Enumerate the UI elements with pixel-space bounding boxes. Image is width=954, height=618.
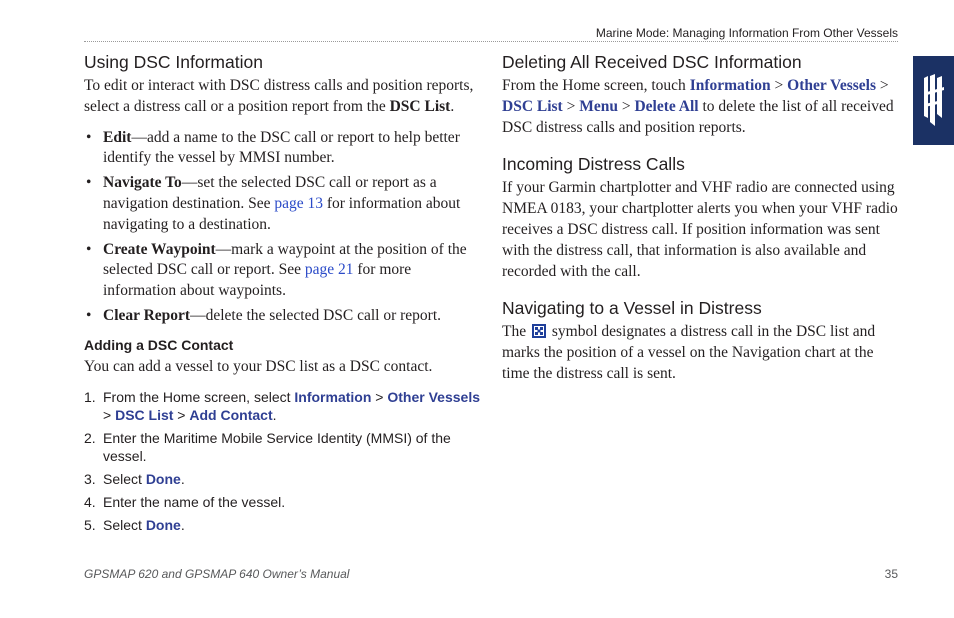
section-heading-deleting: Deleting All Received DSC Information (502, 52, 802, 72)
dsc-options-list (84, 128, 480, 327)
page-link[interactable]: page 21 (304, 261, 354, 279)
header-divider (84, 41, 898, 42)
section-heading-navigating: Navigating to a Vessel in Distress (502, 298, 762, 319)
list-item: • Create Waypoint—mark a waypoint at the position of the selected DSC call or report. See page 21 for more information about waypoints. (86, 240, 467, 300)
incoming-paragraph: If your Garmin chartplotter and VHF radio are connected using NMEA 0183, your chartplotter alerts you when your VHF radio receives a DSC distress call. If position information was sent with the distress call, that information is also available and recorded with the call. (502, 179, 898, 280)
section-heading-using-dsc: Using DSC Information (84, 52, 263, 72)
left-column (84, 52, 480, 539)
list-item: • Clear Report—delete the selected DSC call or report. (86, 306, 442, 324)
section-tab (913, 56, 954, 145)
step-item: 3. Select Done. (84, 470, 185, 487)
step-item: 1. From the Home screen, select Information > Other Vessels > DSC List > Add Contact. (84, 388, 480, 423)
navigating-paragraph: The symbol designates a distress call in the DSC list and marks the position of a vessel on the Navigation chart at the time the distress call is sent. (502, 323, 876, 382)
steps-list (84, 388, 480, 534)
delete-paragraph: From the Home screen, touch Information > Other Vessels > DSC List > Menu > Delete All to delete the list of all received DSC distress calls and position reports. (502, 77, 894, 136)
step-item: 2. Enter the Maritime Mobile Service Identity (MMSI) of the vessel. (84, 429, 451, 464)
right-column (502, 52, 898, 385)
list-item: • Edit—add a name to the DSC call or report to help better identify the vessel by MMSI number. (86, 128, 460, 167)
page-link[interactable]: page 13 (274, 194, 323, 212)
page-number: 35 (884, 567, 898, 581)
step-item: 5. Select Done. (84, 516, 185, 533)
section-heading-incoming: Incoming Distress Calls (502, 154, 685, 175)
sub-heading-adding-contact: Adding a DSC Contact (84, 336, 234, 353)
running-header: Marine Mode: Managing Information From Other Vessels (595, 26, 898, 40)
list-item: • Navigate To—set the selected DSC call or report as a navigation destination. See page 13 for information about navigating to a destination. (86, 174, 461, 233)
step-item: 4. Enter the name of the vessel. (84, 493, 286, 510)
footer-manual-title: GPSMAP 620 and GPSMAP 640 Owner’s Manual (84, 567, 350, 581)
distress-call-icon (532, 324, 546, 338)
intro-paragraph: To edit or interact with DSC distress calls and position reports, select a distress call or a position report from the DSC List. (84, 77, 474, 115)
sub-intro: You can add a vessel to your DSC list as a DSC contact. (84, 357, 433, 375)
marine-mode-tab-icon (913, 56, 954, 145)
